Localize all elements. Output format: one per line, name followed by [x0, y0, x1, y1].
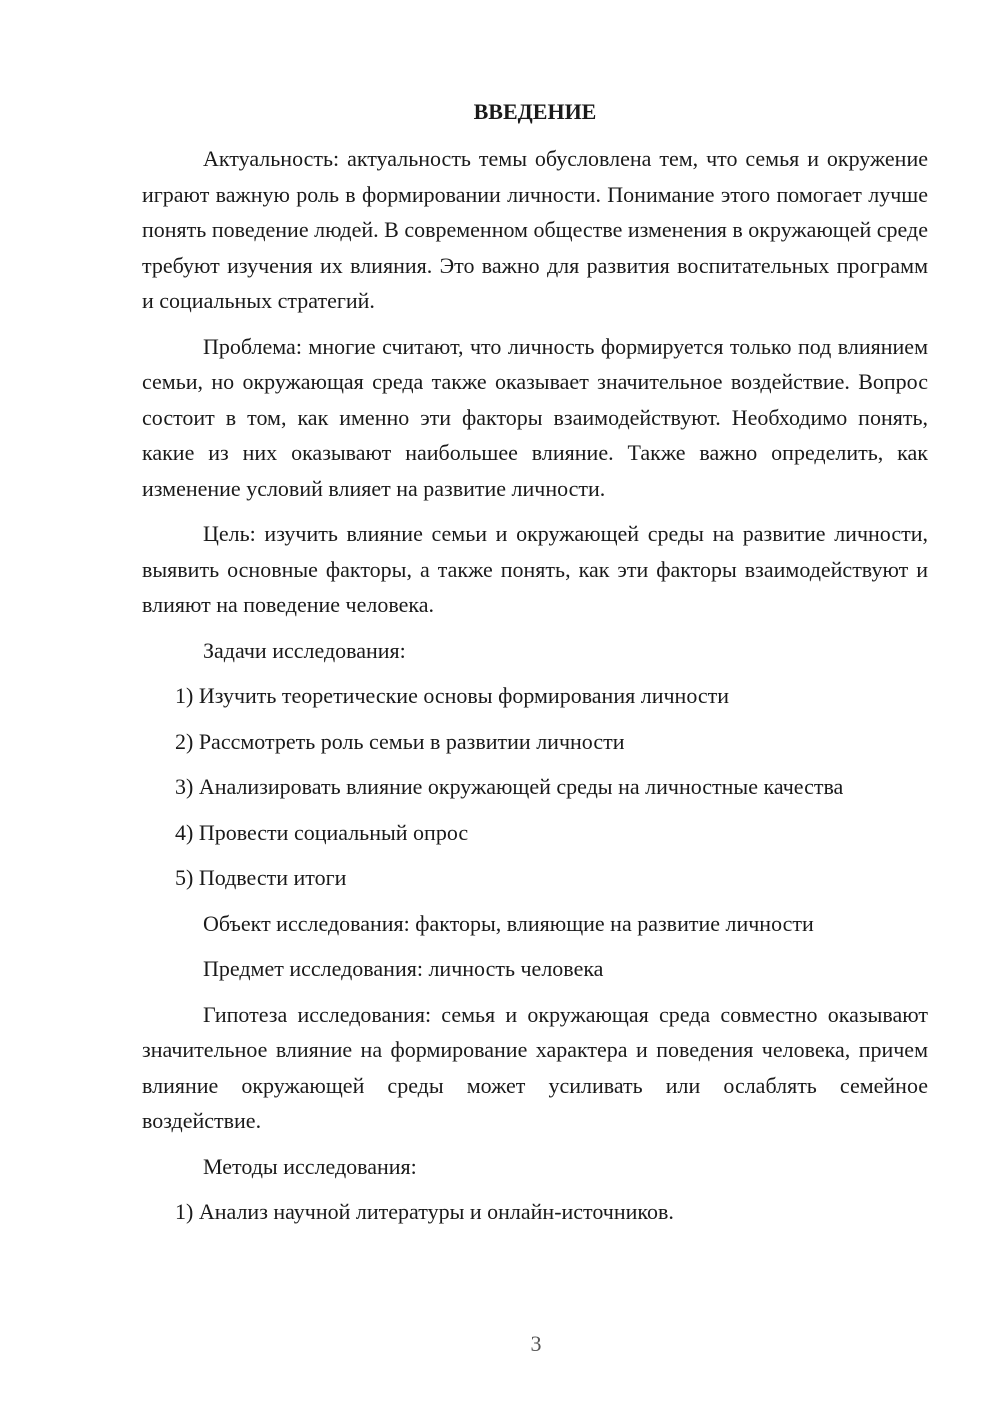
paragraph-problem: Проблема: многие считают, что личность формируется только под влиянием семьи, но окружающая среда также оказывает значительное воздействие. Вопрос состоит в том, как именно эти факторы взаимодействуют. Необходимо понять, какие из них оказывают наибольшее влияние. Также важно определить, как изменение условий влияет на развитие личности.: [142, 333, 928, 501]
paragraph-hypothesis: Гипотеза исследования: семья и окружающая среда совместно оказывают значительное влияние на формирование характера и поведения человека, причем влияние окружающей среды может усиливать или ослаблять семейное воздействие.: [142, 1001, 928, 1133]
paragraph-goal: Цель: изучить влияние семьи и окружающей среды на развитие личности, выявить основные факторы, а также понять, как эти факторы взаимодействуют и влияют на поведение человека.: [142, 521, 928, 617]
task-item: 4) Провести социальный опрос: [175, 819, 469, 845]
task-item: 2) Рассмотреть роль семьи в развитии личности: [175, 728, 625, 754]
task-item: 5) Подвести итоги: [175, 865, 347, 890]
task-item: 3) Анализировать влияние окружающей среды на личностные качества: [175, 774, 844, 799]
research-subject: Предмет исследования: личность человека: [203, 956, 604, 981]
methods-heading: Методы исследования:: [203, 1153, 417, 1179]
task-item: 1) Изучить теоретические основы формирования личности: [175, 683, 730, 708]
method-item: 1) Анализ научной литературы и онлайн-источников.: [175, 1199, 674, 1224]
tasks-heading: Задачи исследования:: [203, 637, 406, 663]
document-body: [142, 141, 928, 1240]
page-number: 3: [530, 1331, 542, 1356]
section-title: ВВЕДЕНИЕ: [473, 99, 597, 124]
research-object: Объект исследования: факторы, влияющие на развитие личности: [203, 910, 814, 936]
paragraph-relevance: Актуальность: актуальность темы обусловлена тем, что семья и окружение играют важную роль в формировании личности. Понимание этого помогает лучше понять поведение людей. В современном обществе изменения в окружающей среде требуют изучения их влияния. Это важно для развития воспитательных программ и социальных стратегий.: [142, 146, 928, 313]
